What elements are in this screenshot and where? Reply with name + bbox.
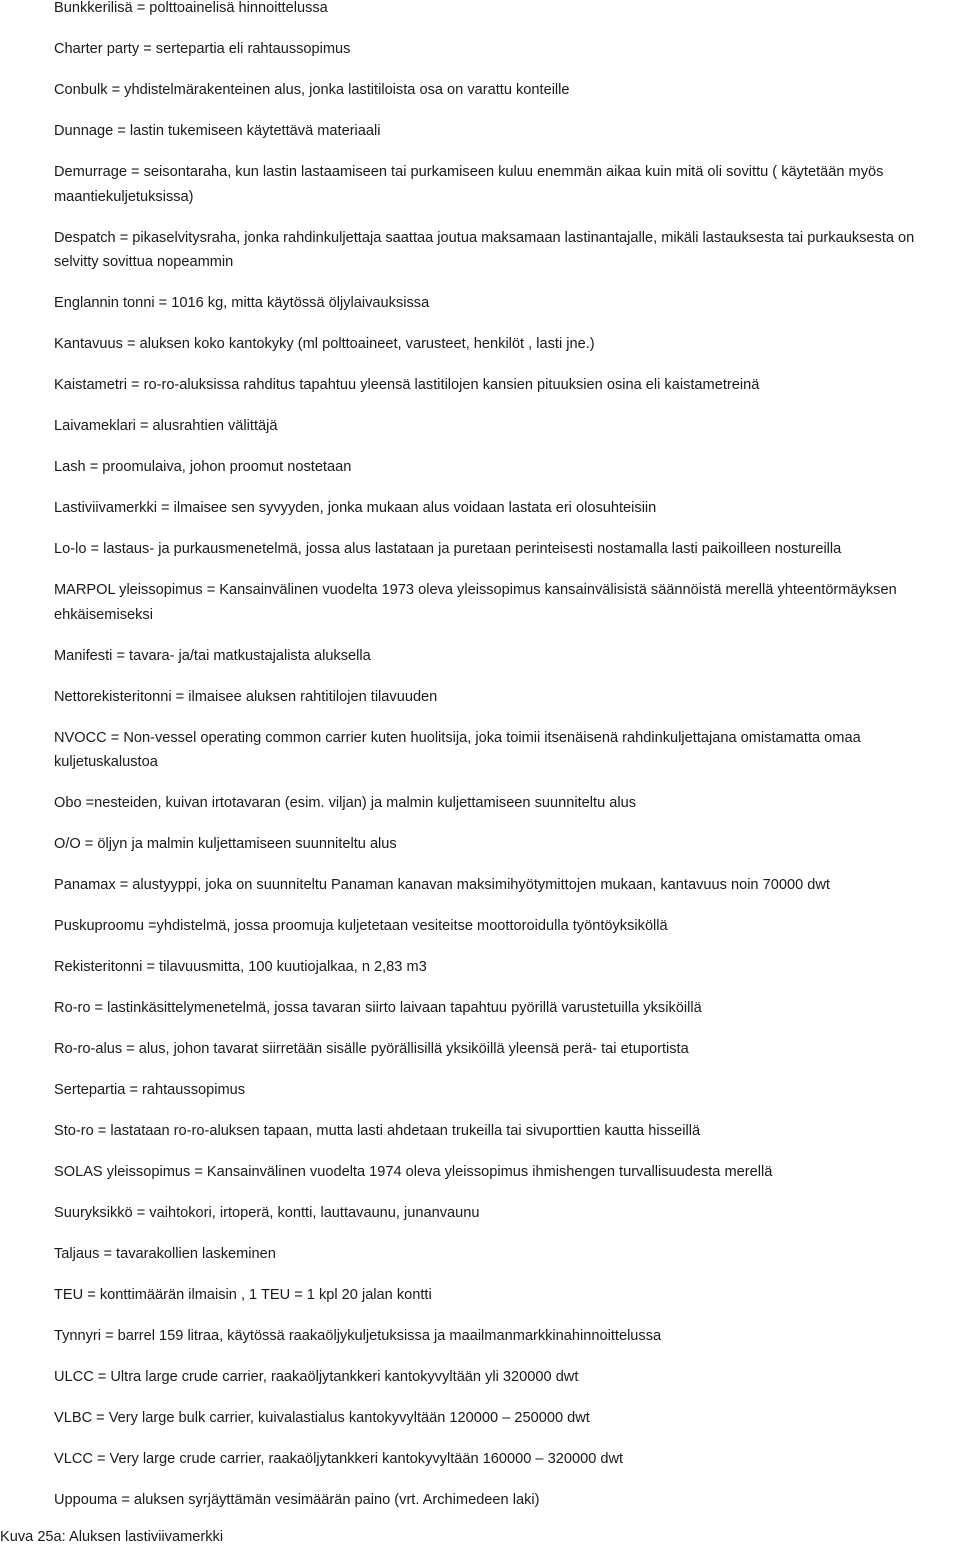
- glossary-entry-puskuproomu: Puskuproomu =yhdistelmä, jossa proomuja kuljetetaan vesiteitse moottoroidulla työntöyksiköllä: [54, 918, 668, 935]
- glossary-entry-sertepartia: Sertepartia = rahtaussopimus: [54, 1082, 246, 1098]
- glossary-entry-laivameklari: Laivameklari = alusrahtien välittäjä: [54, 418, 278, 435]
- glossary-entry-despatch: Despatch = pikaselvitysraha, jonka rahdinkuljettaja saattaa joutua maksamaan lastinantajalle, mikäli lastauksesta tai purkauksesta on selvitty sovittua nopeammin: [54, 229, 915, 271]
- glossary-entry-rekisteritonni: Rekisteritonni = tilavuusmitta, 100 kuutiojalkaa, n 2,83 m3: [54, 959, 427, 976]
- figure-caption: Kuva 25a: Aluksen lastiviivamerkki: [0, 1529, 224, 1545]
- glossary-entry-o-o: O/O = öljyn ja malmin kuljettamiseen suunniteltu alus: [54, 836, 397, 853]
- glossary-entry-ro-ro-alus: Ro-ro-alus = alus, johon tavarat siirretään sisälle pyörällisillä yksiköillä yleensä perä- tai etuportista: [54, 1041, 689, 1058]
- glossary-entry-dunnage: Dunnage = lastin tukemiseen käytettävä materiaali: [54, 122, 381, 139]
- glossary-entry-ro-ro: Ro-ro = lastinkäsittelymenetelmä, jossa tavaran siirto laivaan tapahtuu pyörillä varustetuilla yksiköillä: [54, 1000, 702, 1017]
- glossary-entry-obo: Obo =nesteiden, kuivan irtotavaran (esim. viljan) ja malmin kuljettamiseen suunniteltu alus: [54, 795, 637, 812]
- glossary-entry-charter-party: Charter party = sertepartia eli rahtaussopimus: [54, 40, 351, 57]
- glossary-entry-panamax: Panamax = alustyyppi, joka on suunniteltu Panaman kanavan maksimihyötymittojen mukaan, kantavuus noin 70000 dwt: [54, 877, 830, 894]
- glossary-entry-vlcc: VLCC = Very large crude carrier, raakaöljytankkeri kantokyvyltään 160000 – 320000 dwt: [54, 1450, 624, 1467]
- glossary-entry-teu: TEU = konttimäärän ilmaisin , 1 TEU = 1 kpl 20 jalan kontti: [54, 1286, 432, 1303]
- glossary-entry-kaistametri: Kaistametri = ro-ro-aluksissa rahditus tapahtuu yleensä lastitilojen kansien pituuksien osina eli kaistametreinä: [54, 377, 760, 394]
- glossary-entry-nettorekisteritonni: Nettorekisteritonni = ilmaisee aluksen rahtitilojen tilavuuden: [54, 688, 438, 705]
- glossary-entry-conbulk: Conbulk = yhdistelmärakenteinen alus, jonka lastitiloista osa on varattu konteille: [54, 81, 570, 98]
- glossary-entry-bunkkerilisa: Bunkkerilisä = polttoainelisä hinnoittelussa: [54, 0, 328, 16]
- glossary-entry-suuryksikko: Suuryksikkö = vaihtokori, irtoperä, kontti, lauttavaunu, junanvaunu: [54, 1204, 480, 1221]
- glossary-entry-nvocc: NVOCC = Non-vessel operating common carrier kuten huolitsija, joka toimii itsenäisenä rahdinkuljettajana omistamatta omaa kuljetuskalustoa: [54, 729, 861, 771]
- glossary-entry-lastiviivamerkki: Lastiviivamerkki = ilmaisee sen syvyyden, jonka mukaan alus voidaan lastata eri olosuhteisiin: [54, 500, 657, 517]
- glossary-entry-taljaus: Taljaus = tavarakollien laskeminen: [54, 1245, 276, 1262]
- glossary-entry-vlbc: VLBC = Very large bulk carrier, kuivalastialus kantokyvyltään 120000 – 250000 dwt: [54, 1409, 590, 1426]
- glossary-entry-englannin-tonni: Englannin tonni = 1016 kg, mitta käytössä öljylaivauksissa: [54, 295, 430, 312]
- glossary-entry-lash: Lash = proomulaiva, johon proomut nostetaan: [54, 459, 352, 476]
- glossary-entry-demurrage: Demurrage = seisontaraha, kun lastin lastaamiseen tai purkamiseen kuluu enemmän aikaa kuin mitä oli sovittu ( käytetään myös maantiekuljetuksissa): [54, 163, 884, 205]
- glossary-entry-lo-lo: Lo-lo = lastaus- ja purkausmenetelmä, jossa alus lastataan ja puretaan perinteisesti nostamalla lasti paikoilleen nostureilla: [54, 541, 842, 557]
- glossary-entry-kantavuus: Kantavuus = aluksen koko kantokyky (ml polttoaineet, varusteet, henkilöt , lasti jne.): [54, 336, 595, 353]
- glossary-entry-solas: SOLAS yleissopimus = Kansainvälinen vuodelta 1974 oleva yleissopimus ihmishengen turvallisuudesta merellä: [54, 1163, 773, 1180]
- glossary-list: [54, 0, 954, 1529]
- glossary-entry-uppouma: Uppouma = aluksen syrjäyttämän vesimäärän paino (vrt. Archimedeen laki): [54, 1491, 540, 1508]
- glossary-entry-ulcc: ULCC = Ultra large crude carrier, raakaöljytankkeri kantokyvyltään yli 320000 dwt: [54, 1368, 579, 1385]
- glossary-entry-tynnyri: Tynnyri = barrel 159 litraa, käytössä raakaöljykuljetuksissa ja maailmanmarkkinahinnoittelussa: [54, 1327, 662, 1344]
- glossary-entry-marpol: MARPOL yleissopimus = Kansainvälinen vuodelta 1973 oleva yleissopimus kansainvälisistä säännöistä merellä yhteentörmäyksen ehkäisemiseksi: [54, 581, 897, 623]
- glossary-entry-sto-ro: Sto-ro = lastataan ro-ro-aluksen tapaan, mutta lasti ahdetaan trukeilla tai sivuporttien kautta hisseillä: [54, 1122, 701, 1139]
- glossary-entry-manifesti: Manifesti = tavara- ja/tai matkustajalista aluksella: [54, 647, 371, 664]
